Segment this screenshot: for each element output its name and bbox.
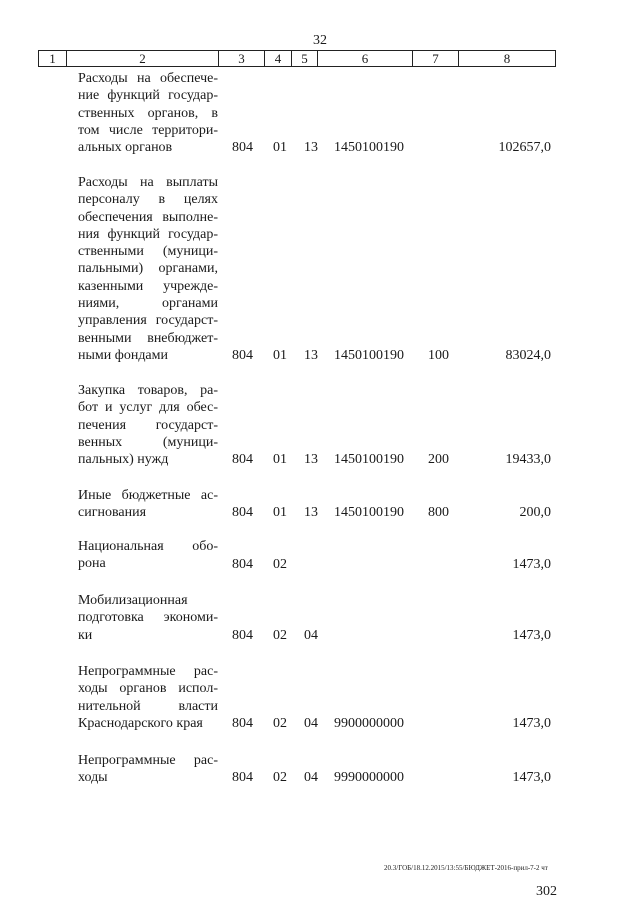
row-description [78,592,218,644]
cell-amount: 1473,0 [512,557,551,572]
cell-subsection: 13 [304,140,318,155]
cell-subsection: 13 [304,348,318,363]
desc-line: сигнования [78,505,147,521]
table-header [38,50,556,67]
footer-file-note: 20.3/ГОБ/18.12.2015/13:55/БЮДЖЕТ-2016-прил-7-2 чт [384,864,548,872]
cell-amount: 1473,0 [512,628,551,643]
cell-target-item: 1450100190 [334,505,404,520]
cell-section: 01 [273,505,287,520]
desc-line: нительной власти [78,698,218,714]
desc-line: альных органов [78,140,173,156]
cell-section: 02 [273,770,287,785]
desc-line: пальными) органами, [78,261,218,277]
desc-line: Непрограммные рас- [78,664,218,679]
desc-line: ными фондами [78,347,169,363]
header-col-7: 7 [413,51,459,66]
desc-line: Расходы на выплаты [78,175,218,190]
cell-ministry: 804 [232,505,253,520]
row-description [78,538,218,573]
cell-amount: 83024,0 [505,348,551,363]
row-description [78,663,218,732]
desc-line: бот и услуг для обес- [78,400,218,416]
cell-ministry: 804 [232,452,253,467]
cell-expense-type: 200 [428,452,449,467]
cell-ministry: 804 [232,770,253,785]
cell-ministry: 804 [232,348,253,363]
desc-line: рона [78,556,106,572]
desc-line: Мобилизационная [78,593,188,608]
desc-line: Национальная обо- [78,539,218,554]
row-description [78,70,218,156]
header-col-5: 5 [292,51,318,66]
cell-amount: 1473,0 [512,716,551,731]
header-col-8: 8 [503,51,511,66]
desc-line: Непрограммные рас- [78,753,218,768]
page-number: 32 [313,33,327,48]
desc-line: обеспечения выполне- [78,209,218,225]
cell-amount: 1473,0 [512,770,551,785]
cell-ministry: 804 [232,557,253,572]
header-col-1: 1 [39,51,67,66]
cell-ministry: 804 [232,140,253,155]
desc-line: казенными учрежде- [78,278,218,294]
header-col-2: 2 [67,51,219,66]
desc-line: венными внебюджет- [78,330,218,346]
desc-line: подготовка экономи- [78,610,218,626]
cell-ministry: 804 [232,716,253,731]
cell-target-item: 9900000000 [334,716,404,731]
cell-target-item: 1450100190 [334,348,404,363]
cell-subsection: 13 [304,505,318,520]
cell-section: 02 [273,557,287,572]
footer-page-number: 302 [536,884,557,899]
header-col-6: 6 [318,51,413,66]
cell-section: 01 [273,348,287,363]
desc-line: Расходы на обеспече- [78,71,218,86]
cell-amount: 200,0 [519,505,551,520]
desc-line: венных (муници- [78,434,218,450]
desc-line: Закупка товаров, ра- [78,383,218,398]
cell-ministry: 804 [232,628,253,643]
desc-line: Иные бюджетные ас- [78,488,218,503]
desc-line: управления государст- [78,313,218,329]
desc-line: том числе территори- [78,122,218,138]
row-description [78,174,218,364]
cell-section: 02 [273,716,287,731]
desc-line: ходы [78,770,108,786]
desc-line: ние функций государ- [78,88,218,104]
desc-line: ходы органов испол- [78,681,218,697]
cell-section: 02 [273,628,287,643]
desc-line: ственных органов, в [78,105,218,121]
cell-amount: 19433,0 [505,452,551,467]
header-col-4: 4 [265,51,292,66]
cell-subsection: 04 [304,716,318,731]
desc-line: ственными (муници- [78,244,218,260]
cell-target-item: 1450100190 [334,140,404,155]
desc-line: печения государст- [78,417,218,433]
cell-section: 01 [273,452,287,467]
cell-subsection: 04 [304,770,318,785]
cell-target-item: 1450100190 [334,452,404,467]
desc-line: ния функций государ- [78,226,218,242]
cell-target-item: 9990000000 [334,770,404,785]
desc-line: персоналу в целях [78,192,218,208]
desc-line: ниями, органами [78,296,218,312]
desc-line: ки [78,627,93,643]
cell-subsection: 13 [304,452,318,467]
row-description [78,487,218,522]
row-description [78,382,218,468]
desc-line: пальных) нужд [78,452,169,468]
header-col-3: 3 [219,51,265,66]
cell-section: 01 [273,140,287,155]
cell-expense-type: 100 [428,348,449,363]
desc-line: Краснодарского края [78,715,203,731]
cell-subsection: 04 [304,628,318,643]
row-description [78,752,218,787]
cell-expense-type: 800 [428,505,449,520]
cell-amount: 102657,0 [498,140,551,155]
